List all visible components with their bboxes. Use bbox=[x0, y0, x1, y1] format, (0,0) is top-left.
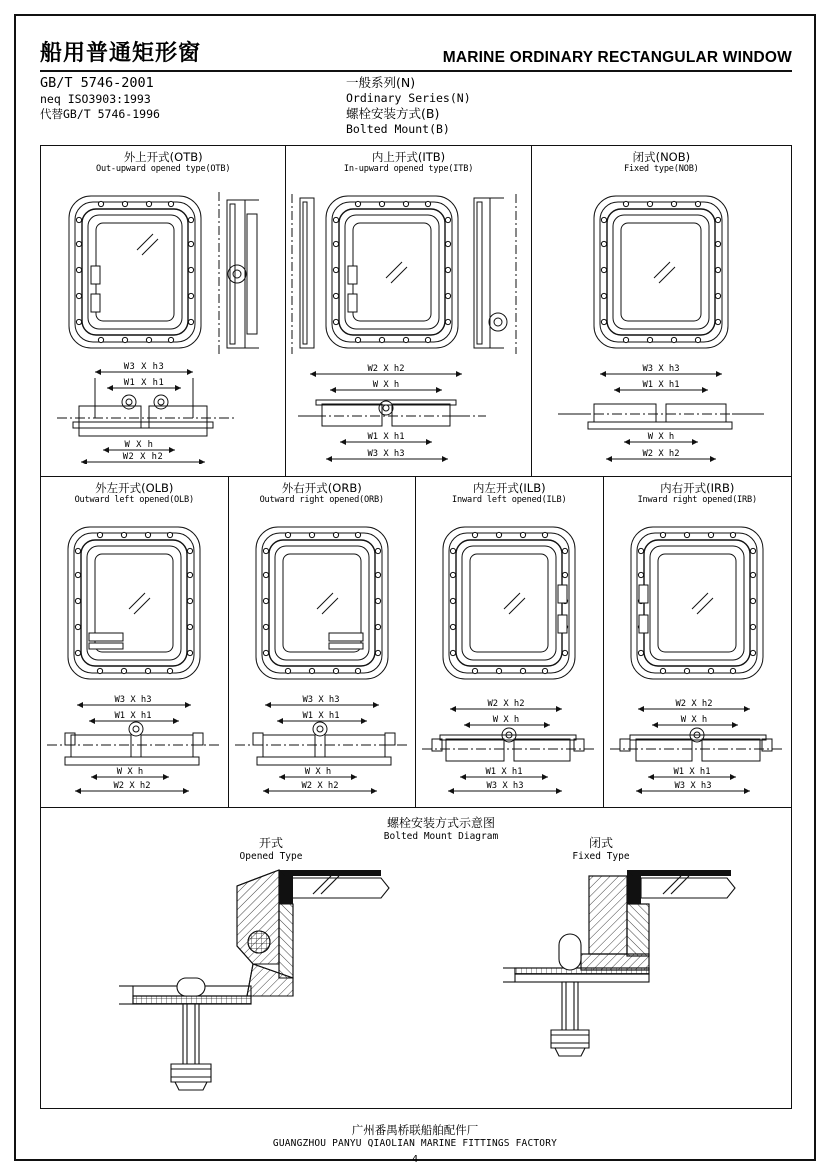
dim-label: W1 X h1 bbox=[301, 711, 340, 722]
dim-label: W2 X h2 bbox=[300, 781, 339, 792]
dim-label: W X h bbox=[116, 767, 144, 778]
otb-drawing bbox=[41, 174, 285, 464]
bolted-mount-title bbox=[341, 814, 541, 842]
series-cn: 一般系列(N) bbox=[346, 75, 416, 90]
dim-label: W1 X h1 bbox=[114, 711, 152, 722]
title-english: MARINE ORDINARY RECTANGULAR WINDOW bbox=[442, 49, 792, 66]
dim-label: W3 X h3 bbox=[486, 781, 524, 792]
fixed-type-cn: 闭式 bbox=[588, 836, 613, 851]
panel-title-en: Out-upward opened type(OTB) bbox=[96, 163, 231, 174]
panel-caption bbox=[416, 482, 603, 505]
panel-itb bbox=[286, 146, 531, 476]
bolted-mount-title-cn: 螺栓安装方式示意图 bbox=[386, 816, 495, 831]
opened-type-en: Opened Type bbox=[239, 851, 303, 863]
factory-name-cn: 广州番禺桥联船舶配件厂 bbox=[351, 1123, 479, 1137]
dim-label: W3 X h3 bbox=[673, 781, 712, 792]
panel-title-cn: 内左开式(ILB) bbox=[472, 481, 546, 496]
dim-label: W X h bbox=[680, 715, 707, 726]
fixed-type-label bbox=[531, 834, 671, 862]
bolted-mount-title-en: Bolted Mount Diagram bbox=[383, 831, 499, 843]
panel-caption bbox=[229, 482, 416, 505]
mount-cn: 螺栓安装方式(B) bbox=[346, 106, 440, 122]
panel-title-en: Fixed type(NOB) bbox=[624, 163, 699, 174]
panel-nob bbox=[532, 146, 791, 476]
dim-label: W2 X h2 bbox=[642, 449, 680, 460]
panel-title-en: Outward left opened(OLB) bbox=[74, 494, 194, 505]
mount-en: Bolted Mount(B) bbox=[346, 122, 450, 137]
series-info bbox=[340, 75, 471, 137]
dim-label: W2 X h2 bbox=[113, 781, 151, 792]
opened-type-label bbox=[201, 834, 341, 862]
panel-title-cn: 内右开式(IRB) bbox=[660, 481, 735, 496]
panel-title-cn: 外左开式(OLB) bbox=[95, 481, 174, 496]
title-chinese: 船用普通矩形窗 bbox=[40, 41, 202, 66]
grid-row-3 bbox=[41, 808, 791, 1108]
dim-label: W3 X h3 bbox=[367, 449, 405, 460]
dim-label: W1 X h1 bbox=[672, 767, 711, 778]
panel-title-cn: 闭式(NOB) bbox=[632, 150, 691, 165]
grid-row-2 bbox=[41, 477, 791, 808]
dim-label: W X h bbox=[647, 432, 674, 443]
dim-label: W X h bbox=[124, 440, 154, 451]
panel-caption bbox=[41, 482, 228, 505]
panel-ilb bbox=[416, 477, 604, 807]
panel-bolted-mount bbox=[41, 808, 791, 1108]
panel-olb bbox=[41, 477, 229, 807]
panel-orb bbox=[229, 477, 417, 807]
bolted-mount-drawing bbox=[41, 868, 793, 1108]
dim-label: W3 X h3 bbox=[123, 362, 165, 373]
panel-otb bbox=[41, 146, 286, 476]
page-number: 4 bbox=[411, 1154, 419, 1165]
fixed-type-en: Fixed Type bbox=[572, 851, 630, 863]
standard-neq: neq ISO3903:1993 bbox=[40, 92, 151, 107]
panel-title-en: In-upward opened type(ITB) bbox=[343, 163, 474, 174]
window-types-grid bbox=[40, 145, 792, 1109]
orb-drawing bbox=[229, 505, 415, 795]
dim-label: W1 X h1 bbox=[485, 767, 523, 778]
panel-title-en: Inward left opened(ILB) bbox=[452, 494, 567, 505]
panel-title-cn: 外右开式(ORB) bbox=[281, 481, 362, 496]
series-en: Ordinary Series(N) bbox=[346, 91, 471, 106]
panel-caption bbox=[532, 151, 791, 174]
opened-type-cn: 开式 bbox=[258, 836, 283, 851]
irb-drawing bbox=[604, 505, 790, 795]
dim-label: W3 X h3 bbox=[642, 364, 680, 375]
panel-title-en: Outward right opened(ORB) bbox=[259, 494, 384, 505]
panel-irb bbox=[604, 477, 792, 807]
dim-label: W3 X h3 bbox=[301, 695, 340, 706]
dim-label: W2 X h2 bbox=[674, 699, 713, 710]
dim-label: W1 X h1 bbox=[123, 378, 165, 389]
factory-name-en: GUANGZHOU PANYU QIAOLIAN MARINE FITTINGS FACTORY bbox=[272, 1138, 558, 1149]
dim-label: W X h bbox=[304, 767, 331, 778]
panel-caption bbox=[41, 151, 285, 174]
standard-numbers bbox=[40, 75, 340, 137]
dim-label: W3 X h3 bbox=[114, 695, 152, 706]
panel-title-cn: 外上开式(OTB) bbox=[123, 150, 203, 165]
panel-caption bbox=[604, 482, 792, 505]
panel-title-en: Inward right opened(IRB) bbox=[637, 494, 757, 505]
standard-info bbox=[40, 75, 792, 137]
page-content bbox=[40, 36, 792, 1109]
dim-label: W2 X h2 bbox=[122, 452, 164, 463]
standard-replaces: 代替GB/T 5746-1996 bbox=[40, 106, 160, 121]
footer bbox=[0, 1122, 830, 1149]
dim-label: W2 X h2 bbox=[367, 364, 405, 375]
page-title bbox=[40, 36, 792, 72]
itb-drawing bbox=[286, 174, 530, 464]
standard-no: GB/T 5746-2001 bbox=[40, 75, 154, 91]
grid-row-1 bbox=[41, 146, 791, 477]
nob-drawing bbox=[532, 174, 790, 464]
dim-label: W X h bbox=[373, 380, 400, 391]
dim-label: W X h bbox=[492, 715, 520, 726]
panel-caption bbox=[286, 151, 530, 174]
dim-label: W2 X h2 bbox=[487, 699, 525, 710]
panel-title-cn: 内上开式(ITB) bbox=[371, 150, 446, 165]
dim-label: W1 X h1 bbox=[642, 380, 680, 391]
dim-label: W1 X h1 bbox=[367, 432, 405, 443]
ilb-drawing bbox=[416, 505, 602, 795]
olb-drawing bbox=[41, 505, 227, 795]
